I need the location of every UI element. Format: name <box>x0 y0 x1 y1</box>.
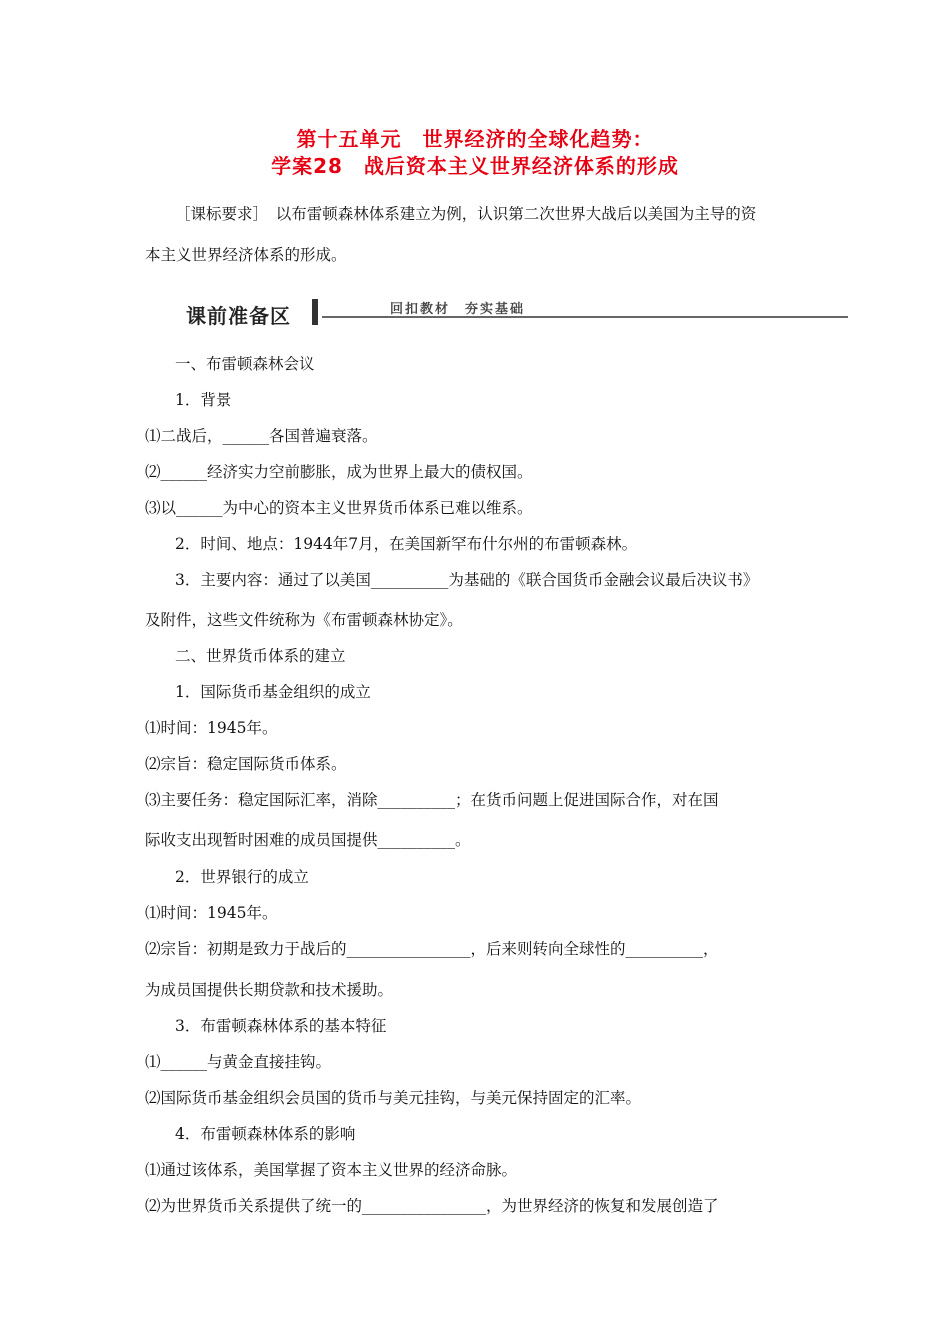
item-features-2: ⑵国际货币基金组织会员国的货币与美元挂钩，与美元保持固定的汇率。 <box>145 1089 642 1107</box>
item-worldbank: 2．世界银行的成立 <box>175 868 309 886</box>
item-features: 3．布雷顿森林体系的基本特征 <box>175 1017 387 1035</box>
item-impact-2: ⑵为世界货币关系提供了统一的________________，为世界经济的恢复和发展创造了 <box>145 1197 719 1215</box>
item-impact-1: ⑴通过该体系，美国掌握了资本主义世界的经济命脉。 <box>145 1161 518 1179</box>
item-3: 3．主要内容：通过了以美国__________为基础的《联合国货币金融会议最后决议书》 <box>175 571 759 589</box>
item-wb-2-cont: 为成员国提供长期贷款和技术援助。 <box>145 981 394 999</box>
item-imf-2: ⑵宗旨：稳定国际货币体系。 <box>145 755 347 773</box>
item-imf: 1．国际货币基金组织的成立 <box>175 683 371 701</box>
item-imf-3: ⑶主要任务：稳定国际汇率，消除__________；在货币问题上促进国际合作，对在国 <box>145 791 719 809</box>
item-1-1: ⑴二战后，______各国普遍衰落。 <box>145 427 378 445</box>
banner-divider <box>312 299 318 325</box>
heading-1: 一、布雷顿森林会议 <box>175 355 315 373</box>
item-2: 2．时间、地点：1944年7月，在美国新罕布什尔州的布雷顿森林。 <box>175 535 638 553</box>
item-wb-1: ⑴时间：1945年。 <box>145 904 278 922</box>
item-1-background: 1．背景 <box>175 391 232 409</box>
banner-title: 课前准备区 <box>186 304 291 328</box>
item-3-cont: 及附件，这些文件统称为《布雷顿森林协定》。 <box>145 611 463 629</box>
item-1-3: ⑶以______为中心的资本主义世界货币体系已难以维系。 <box>145 499 533 517</box>
requirement-line2: 本主义世界经济体系的形成。 <box>145 246 347 264</box>
heading-2: 二、世界货币体系的建立 <box>175 647 346 665</box>
item-features-1: ⑴______与黄金直接挂钩。 <box>145 1053 332 1071</box>
item-1-2: ⑵______经济实力空前膨胀，成为世界上最大的债权国。 <box>145 463 533 481</box>
banner-subtitle: 回扣教材 夯实基础 <box>390 302 526 317</box>
item-wb-2: ⑵宗旨：初期是致力于战后的________________，后来则转向全球性的__________， <box>145 940 719 958</box>
document-title-line1: 第十五单元 世界经济的全球化趋势： <box>296 127 654 151</box>
item-imf-1: ⑴时间：1945年。 <box>145 719 278 737</box>
document-title-line2: 学案28 战后资本主义世界经济体系的形成 <box>271 154 679 178</box>
section-banner <box>180 297 848 327</box>
requirement-line1: ［课标要求］ 以布雷顿森林体系建立为例，认识第二次世界大战后以美国为主导的资 <box>175 205 757 223</box>
item-impact: 4．布雷顿森林体系的影响 <box>175 1125 356 1143</box>
item-imf-3-cont: 际收支出现暂时困难的成员国提供__________。 <box>145 831 471 849</box>
